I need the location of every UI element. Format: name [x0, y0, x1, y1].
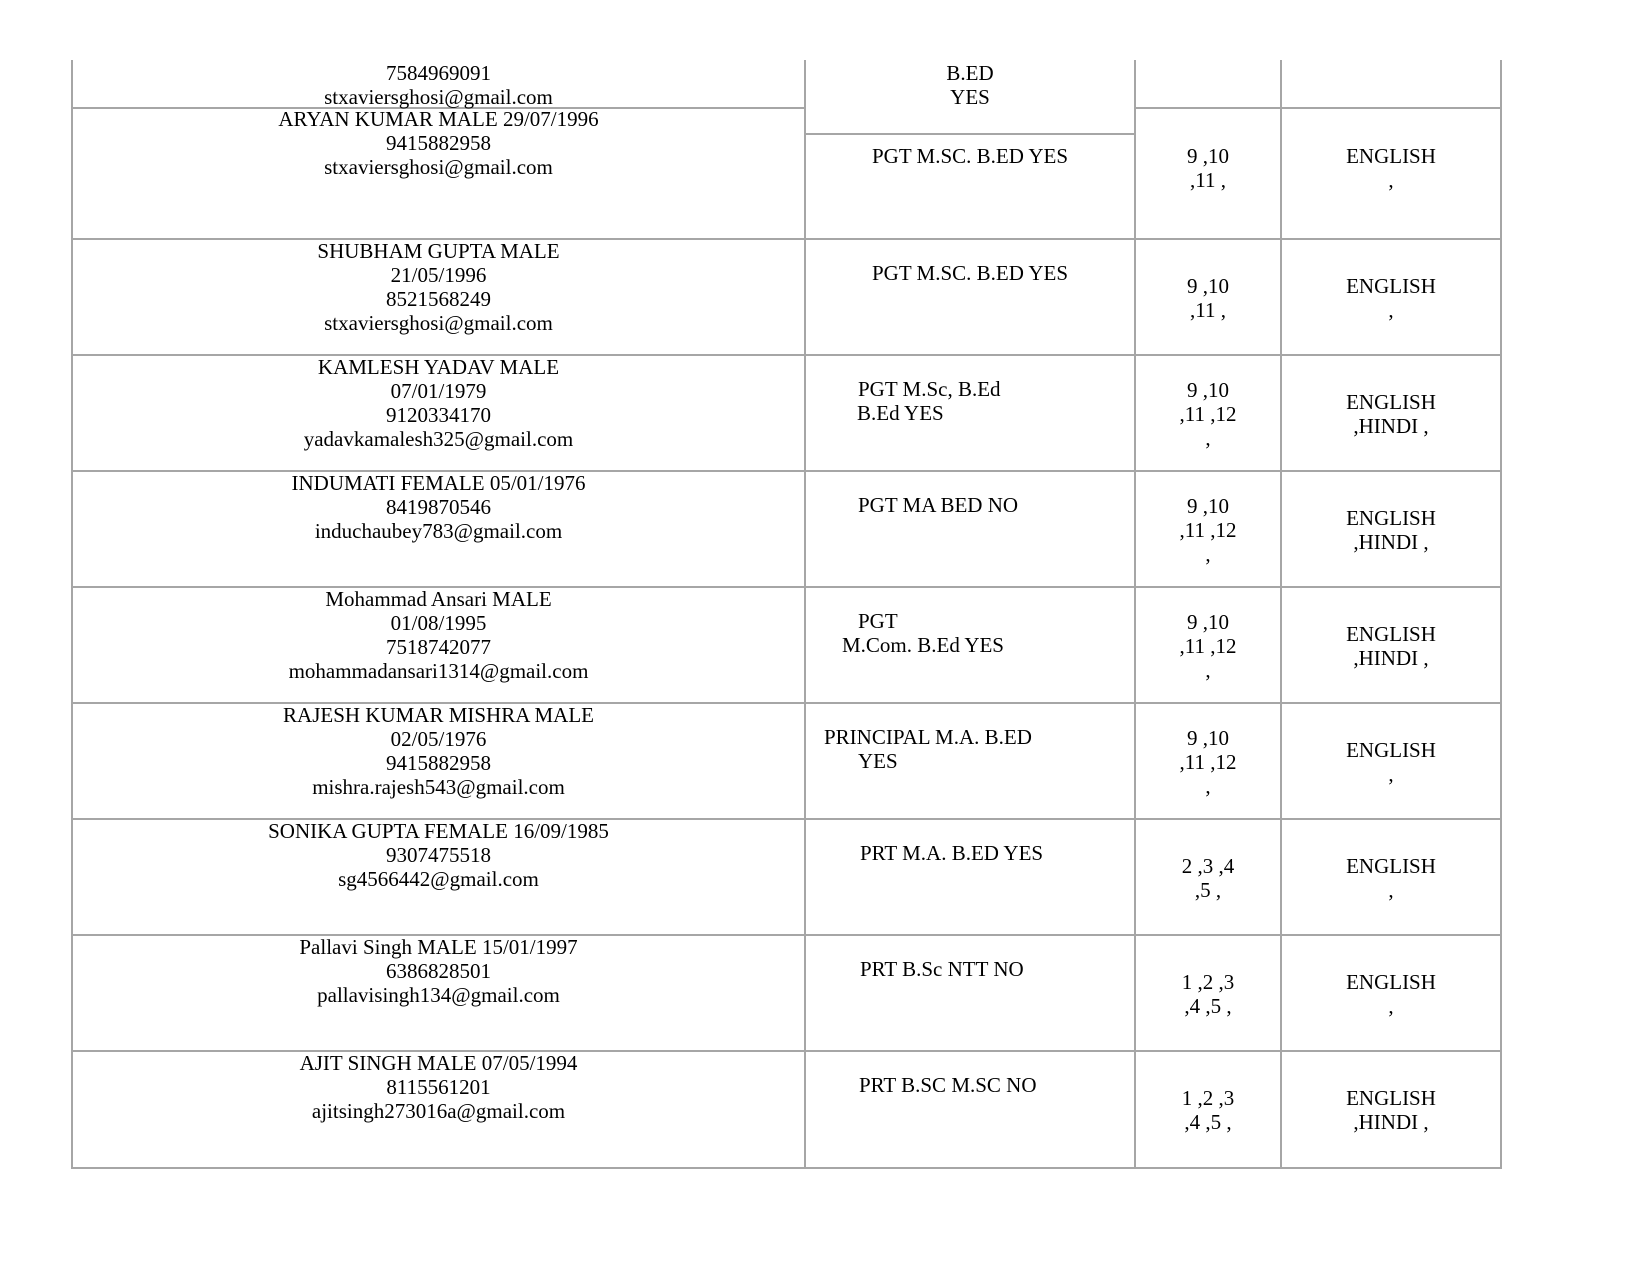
subjects-line: ENGLISH	[1346, 390, 1436, 414]
candidate-phone: 7584969091	[386, 61, 491, 85]
subjects-line: ,	[1388, 994, 1394, 1018]
row-8-subjects	[1282, 970, 1500, 1018]
qualification-line: M.Com. B.Ed YES	[842, 633, 1004, 657]
candidate-email: stxaviersghosi@gmail.com	[324, 85, 553, 109]
subjects-line: ENGLISH	[1346, 738, 1436, 762]
row-1-candidate	[73, 107, 804, 179]
row-5-classes	[1136, 610, 1280, 682]
subjects-line: ENGLISH	[1346, 144, 1436, 168]
row-9-qualification-cell	[804, 1050, 1134, 1169]
subjects-line: ,HINDI ,	[1353, 414, 1429, 438]
row-9-candidate	[73, 1051, 804, 1123]
row-4-classes-cell	[1134, 470, 1280, 588]
candidate-dob: 02/05/1976	[390, 727, 487, 751]
classes-line: ,	[1205, 658, 1211, 682]
classes-line: 9 ,10	[1187, 726, 1229, 750]
candidate-name: SONIKA GUPTA FEMALE 16/09/1985	[268, 819, 609, 843]
qualification-line: PRT B.Sc NTT NO	[860, 957, 1024, 981]
subjects-line: ,	[1388, 878, 1394, 902]
row-2-classes	[1136, 274, 1280, 322]
row-0-qualification-cell	[804, 60, 1134, 135]
qualification-line: YES	[858, 749, 898, 773]
row-8-classes	[1136, 970, 1280, 1018]
classes-line: ,	[1205, 542, 1211, 566]
classes-line: ,	[1205, 426, 1211, 450]
row-1-subjects	[1282, 144, 1500, 192]
row-6-qualification-cell	[804, 702, 1134, 820]
qualification-line: PRT M.A. B.ED YES	[860, 841, 1044, 865]
candidate-email: yadavkamalesh325@gmail.com	[303, 427, 574, 451]
classes-line: ,11 ,12	[1179, 402, 1237, 426]
subjects-line: ENGLISH	[1346, 854, 1436, 878]
row-8-candidate	[73, 935, 804, 1007]
row-5-candidate-cell	[71, 586, 804, 704]
candidate-phone: 7518742077	[386, 635, 491, 659]
row-4-classes	[1136, 494, 1280, 566]
candidate-email: ajitsingh273016a@gmail.com	[311, 1099, 566, 1123]
candidate-name: AJIT SINGH MALE 07/05/1994	[299, 1051, 578, 1075]
row-2-candidate	[73, 239, 804, 335]
classes-line: 1 ,2 ,3	[1181, 970, 1235, 994]
row-3-subjects	[1282, 390, 1500, 438]
qualification-line: PGT M.SC. B.ED YES	[872, 144, 1069, 168]
row-1-classes-cell	[1134, 107, 1280, 240]
qualification-line: B.Ed YES	[857, 401, 944, 425]
classes-line: 9 ,10	[1187, 144, 1229, 168]
row-2-classes-cell	[1134, 238, 1280, 356]
row-3-classes	[1136, 378, 1280, 450]
qualification-line: PGT M.Sc, B.Ed	[858, 377, 1001, 401]
row-2-subjects-cell	[1280, 238, 1502, 356]
candidate-name: KAMLESH YADAV MALE	[317, 355, 560, 379]
row-9-classes	[1136, 1086, 1280, 1134]
row-0-candidate	[73, 61, 804, 109]
subjects-line: ,HINDI ,	[1353, 530, 1429, 554]
row-0-qualification	[806, 61, 1134, 109]
classes-line: 1 ,2 ,3	[1181, 1086, 1235, 1110]
row-7-subjects-cell	[1280, 818, 1502, 936]
row-0-candidate-cell	[71, 60, 804, 109]
row-6-candidate	[73, 703, 804, 799]
candidate-phone: 8521568249	[386, 287, 491, 311]
candidate-dob: 01/08/1995	[390, 611, 487, 635]
subjects-line: ,HINDI ,	[1353, 1110, 1429, 1134]
row-6-classes	[1136, 726, 1280, 798]
classes-line: 9 ,10	[1187, 378, 1229, 402]
row-6-subjects-cell	[1280, 702, 1502, 820]
row-7-classes	[1136, 854, 1280, 902]
subjects-line: ,	[1388, 762, 1394, 786]
subjects-line: ,	[1388, 298, 1394, 322]
subjects-line: ,HINDI ,	[1353, 646, 1429, 670]
candidate-email: sg4566442@gmail.com	[338, 867, 539, 891]
candidate-name: INDUMATI FEMALE 05/01/1976	[291, 471, 586, 495]
row-7-candidate	[73, 819, 804, 891]
row-4-candidate	[73, 471, 804, 543]
row-4-subjects-cell	[1280, 470, 1502, 588]
row-1-classes	[1136, 144, 1280, 192]
candidate-name: Pallavi Singh MALE 15/01/1997	[299, 935, 578, 959]
row-7-qualification-cell	[804, 818, 1134, 936]
candidate-phone: 8115561201	[386, 1075, 491, 1099]
candidate-phone: 6386828501	[386, 959, 491, 983]
qualification-line: PRT B.SC M.SC NO	[859, 1073, 1037, 1097]
row-0-subjects-cell	[1280, 60, 1502, 109]
candidate-name: Mohammad Ansari MALE	[325, 587, 552, 611]
classes-line: 2 ,3 ,4	[1181, 854, 1235, 878]
row-9-classes-cell	[1134, 1050, 1280, 1169]
candidate-phone: 9120334170	[386, 403, 491, 427]
subjects-line: ,	[1388, 168, 1394, 192]
classes-line: ,11 ,12	[1179, 634, 1237, 658]
classes-line: ,11 ,12	[1179, 518, 1237, 542]
candidate-phone: 8419870546	[386, 495, 491, 519]
row-2-candidate-cell	[71, 238, 804, 356]
classes-line: 9 ,10	[1187, 494, 1229, 518]
row-3-candidate	[73, 355, 804, 451]
candidate-name: SHUBHAM GUPTA MALE	[317, 239, 560, 263]
row-9-subjects-cell	[1280, 1050, 1502, 1169]
candidate-name: RAJESH KUMAR MISHRA MALE	[283, 703, 594, 727]
candidate-dob: 07/01/1979	[390, 379, 487, 403]
row-3-qualification-cell	[804, 354, 1134, 472]
candidate-email: pallavisingh134@gmail.com	[317, 983, 560, 1007]
row-5-qualification-cell	[804, 586, 1134, 704]
candidate-dob: 21/05/1996	[390, 263, 487, 287]
row-1-candidate-cell	[71, 107, 804, 240]
row-8-qualification-cell	[804, 934, 1134, 1052]
qualification-line: PGT M.SC. B.ED YES	[872, 261, 1069, 285]
qualification-line: PGT	[858, 609, 898, 633]
qualification-line: PRINCIPAL M.A. B.ED	[824, 725, 1032, 749]
row-7-classes-cell	[1134, 818, 1280, 936]
subjects-line: ENGLISH	[1346, 1086, 1436, 1110]
row-2-subjects	[1282, 274, 1500, 322]
row-6-subjects	[1282, 738, 1500, 786]
row-4-subjects	[1282, 506, 1500, 554]
row-1-qualification-cell	[804, 133, 1134, 240]
classes-line: ,4 ,5 ,	[1184, 1110, 1232, 1134]
candidate-phone: 9415882958	[386, 131, 491, 155]
candidate-email: mohammadansari1314@gmail.com	[288, 659, 589, 683]
row-5-subjects-cell	[1280, 586, 1502, 704]
row-3-subjects-cell	[1280, 354, 1502, 472]
subjects-line: ENGLISH	[1346, 622, 1436, 646]
candidate-name: ARYAN KUMAR MALE 29/07/1996	[278, 107, 599, 131]
row-6-candidate-cell	[71, 702, 804, 820]
qualification-line: B.ED	[946, 61, 994, 85]
row-4-candidate-cell	[71, 470, 804, 588]
classes-line: 9 ,10	[1187, 274, 1229, 298]
row-8-classes-cell	[1134, 934, 1280, 1052]
candidate-email: mishra.rajesh543@gmail.com	[312, 775, 565, 799]
row-7-candidate-cell	[71, 818, 804, 936]
classes-line: ,4 ,5 ,	[1184, 994, 1232, 1018]
subjects-line: ENGLISH	[1346, 274, 1436, 298]
row-8-subjects-cell	[1280, 934, 1502, 1052]
row-3-classes-cell	[1134, 354, 1280, 472]
row-5-classes-cell	[1134, 586, 1280, 704]
classes-line: ,	[1205, 774, 1211, 798]
row-2-qualification-cell	[804, 238, 1134, 356]
row-5-candidate	[73, 587, 804, 683]
row-3-candidate-cell	[71, 354, 804, 472]
row-9-candidate-cell	[71, 1050, 804, 1169]
qualification-line: YES	[950, 85, 990, 109]
row-9-subjects	[1282, 1086, 1500, 1134]
qualification-line: PGT MA BED NO	[858, 493, 1019, 517]
row-7-subjects	[1282, 854, 1500, 902]
subjects-line: ENGLISH	[1346, 970, 1436, 994]
classes-line: ,11 ,	[1190, 298, 1226, 322]
classes-line: ,11 ,	[1190, 168, 1226, 192]
candidate-phone: 9307475518	[386, 843, 491, 867]
row-0-classes-cell	[1134, 60, 1280, 109]
classes-line: ,11 ,12	[1179, 750, 1237, 774]
candidate-email: stxaviersghosi@gmail.com	[324, 311, 553, 335]
candidate-phone: 9415882958	[386, 751, 491, 775]
row-6-classes-cell	[1134, 702, 1280, 820]
candidate-email: stxaviersghosi@gmail.com	[324, 155, 553, 179]
row-8-candidate-cell	[71, 934, 804, 1052]
row-4-qualification-cell	[804, 470, 1134, 588]
candidate-email: induchaubey783@gmail.com	[314, 519, 563, 543]
classes-line: 9 ,10	[1187, 610, 1229, 634]
subjects-line: ENGLISH	[1346, 506, 1436, 530]
row-1-subjects-cell	[1280, 107, 1502, 240]
classes-line: ,5 ,	[1194, 878, 1222, 902]
row-5-subjects	[1282, 622, 1500, 670]
